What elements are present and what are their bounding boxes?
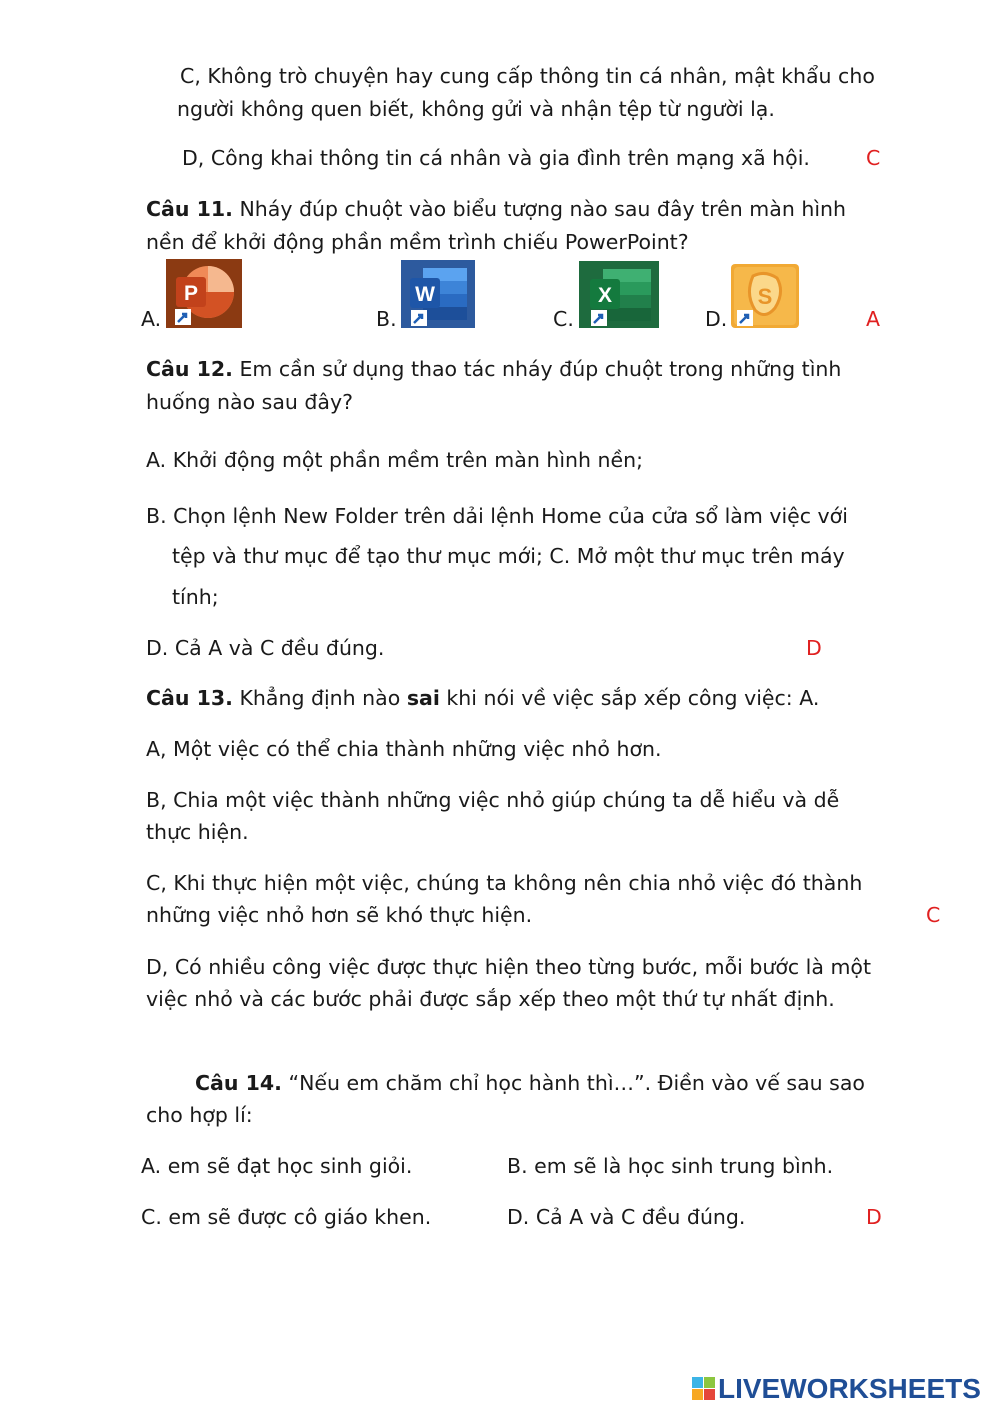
q13-option-a: A, Một việc có thể chia thành những việc nhỏ hơn. xyxy=(146,737,662,761)
q12-option-b-line3: tính; xyxy=(172,585,219,609)
excel-icon-letter: X xyxy=(597,284,613,307)
q13-option-d-line1: D, Có nhiều công việc được thực hiện theo từng bước, mỗi bước là một xyxy=(146,955,871,979)
q14-option-a: A. em sẽ đạt học sinh giỏi. xyxy=(141,1154,413,1178)
q14-label: Câu 14. xyxy=(195,1071,282,1095)
q13-option-c-line1: C, Khi thực hiện một việc, chúng ta không nên chia nhỏ việc đó thành xyxy=(146,871,863,895)
word-icon[interactable] xyxy=(401,260,475,328)
liveworksheets-logo-text: LIVEWORKSHEETS xyxy=(718,1373,981,1404)
q12-option-d: D. Cả A và C đều đúng. xyxy=(146,636,385,660)
powerpoint-icon-letter: P xyxy=(183,282,199,305)
q10-option-c-line1: C, Không trò chuyện hay cung cấp thông tin cá nhân, mật khẩu cho xyxy=(180,64,875,88)
q10-option-d: D, Công khai thông tin cá nhân và gia đình trên mạng xã hội. xyxy=(182,146,810,170)
q11-answer: A xyxy=(866,307,881,331)
q14-option-c: C. em sẽ được cô giáo khen. xyxy=(141,1205,432,1229)
liveworksheets-logo xyxy=(692,1372,981,1406)
scratch-icon-letter: S xyxy=(757,284,773,309)
q14-answer: D xyxy=(866,1205,882,1229)
q11-option-b[interactable]: B. xyxy=(376,307,397,331)
q14-question-line1: Câu 14. “Nếu em chăm chỉ học hành thì…”. Điền vào vế sau sao xyxy=(195,1071,865,1095)
scratch-icon[interactable] xyxy=(731,264,799,328)
q12-question-line1: Câu 12. Em cần sử dụng thao tác nháy đúp chuột trong những tình xyxy=(146,357,842,381)
q13-option-b-line2: thực hiện. xyxy=(146,820,249,844)
excel-icon[interactable] xyxy=(579,261,659,328)
q13-label: Câu 13. xyxy=(146,686,233,710)
q12-option-b-line1: B. Chọn lệnh New Folder trên dải lệnh Home của cửa sổ làm việc với xyxy=(146,504,848,528)
q11-option-d[interactable]: D. xyxy=(705,307,728,331)
q13-option-d-line2: việc nhỏ và các bước phải được sắp xếp theo một thứ tự nhất định. xyxy=(146,987,835,1011)
word-icon-letter: W xyxy=(415,283,435,306)
q13-option-b-line1: B, Chia một việc thành những việc nhỏ giúp chúng ta dễ hiểu và dễ xyxy=(146,788,840,812)
q14-option-d: D. Cả A và C đều đúng. xyxy=(507,1205,746,1229)
q12-option-a: A. Khởi động một phần mềm trên màn hình nền; xyxy=(146,448,644,472)
q13-option-c-line2: những việc nhỏ hơn sẽ khó thực hiện. xyxy=(146,903,533,927)
q10-option-c-line2: người không quen biết, không gửi và nhận tệp từ người lạ. xyxy=(177,97,775,121)
q11-option-c[interactable]: C. xyxy=(553,307,574,331)
q11-question-line1: Câu 11. Nháy đúp chuột vào biểu tượng nào sau đây trên màn hình xyxy=(146,197,846,221)
q10-answer: C xyxy=(866,146,881,170)
liveworksheets-logo-icon xyxy=(692,1377,716,1401)
q14-question-line2: cho hợp lí: xyxy=(146,1103,253,1127)
q12-question-line2: huống nào sau đây? xyxy=(146,390,354,414)
q14-option-b: B. em sẽ là học sinh trung bình. xyxy=(507,1154,834,1178)
q11-option-a[interactable]: A. xyxy=(141,307,162,331)
q13-question: Câu 13. Khẳng định nào sai khi nói về việc sắp xếp công việc: A. xyxy=(146,686,820,710)
q12-option-b-line2: tệp và thư mục để tạo thư mục mới; C. Mở một thư mục trên máy xyxy=(172,544,845,568)
q13-answer: C xyxy=(926,903,941,927)
q11-label: Câu 11. xyxy=(146,197,233,221)
q12-label: Câu 12. xyxy=(146,357,233,381)
q11-question-line2: nền để khởi động phần mềm trình chiếu PowerPoint? xyxy=(146,230,689,254)
powerpoint-icon[interactable] xyxy=(166,259,242,328)
q12-answer: D xyxy=(806,636,822,660)
